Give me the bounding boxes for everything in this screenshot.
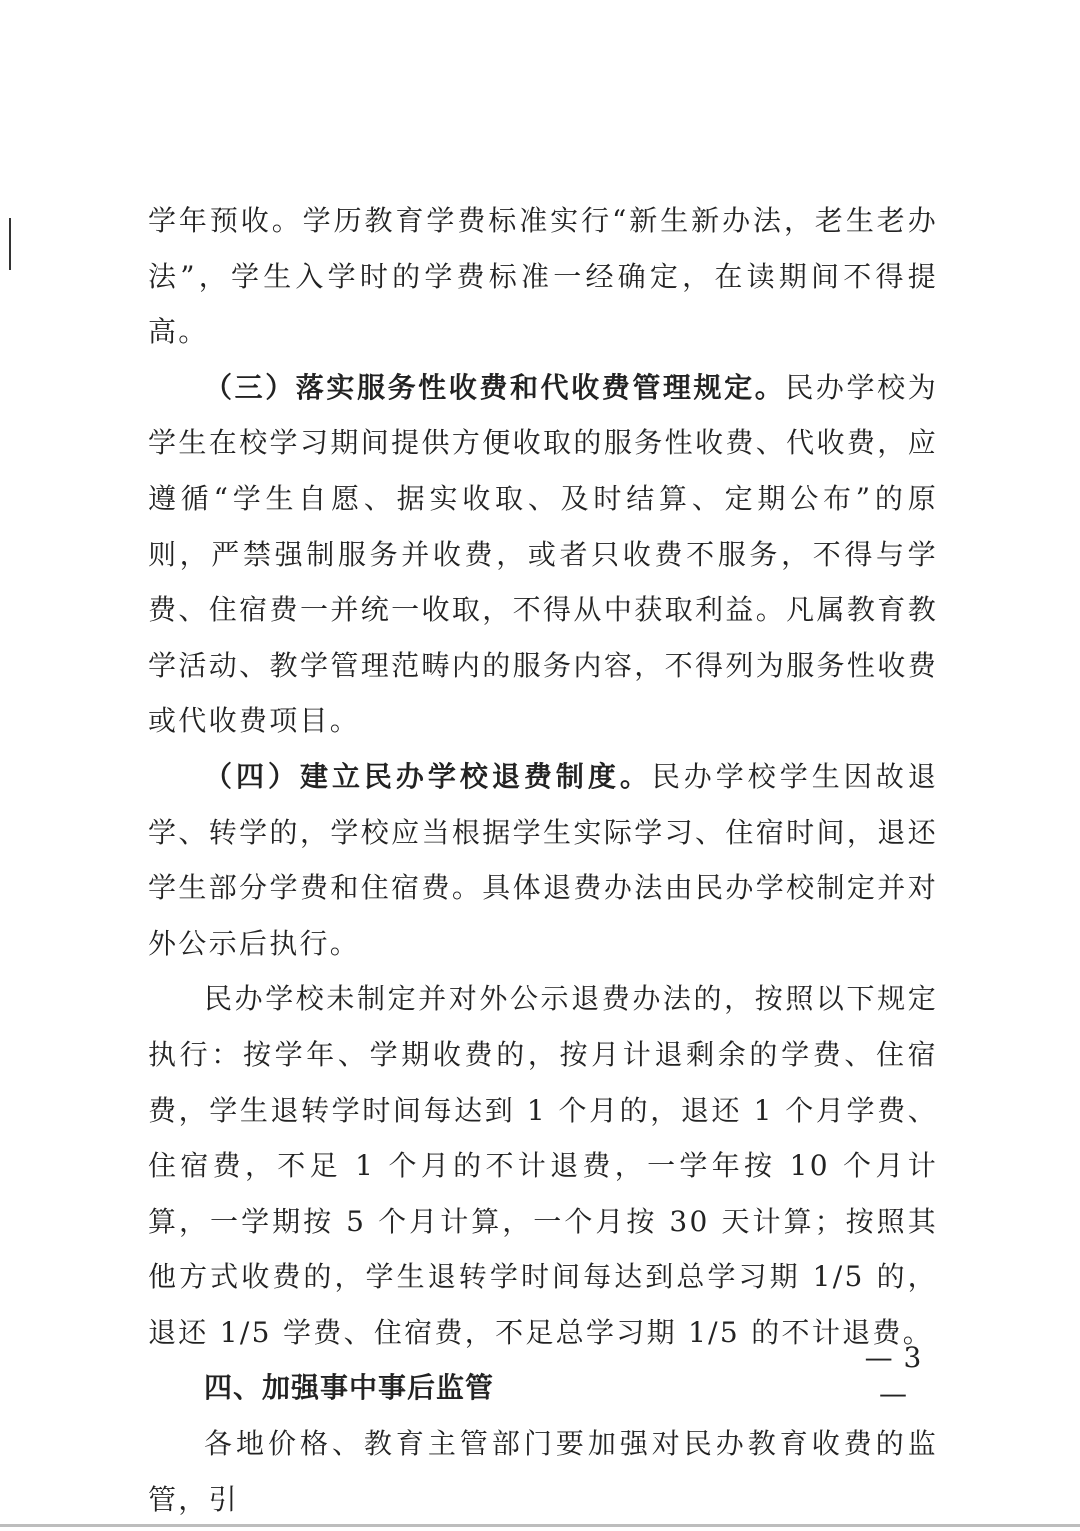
paragraph-refund-rules: 民办学校未制定并对外公示退费办法的，按照以下规定执行：按学年、学期收费的，按月计退剩余的学费、住宿费，学生退转学时间每达到 1 个月的，退还 1 个月学费、住宿费，不足 1 个月的不计退费，一学年按 10 个月计算，一学期按 5 个月计算，一个月按 30 天计算；按照其他方式收费的，学生退转学时间每达到总学习期 1/5 的，退还 1/5 学费、住宿费，不足总学习期 1/5 的不计退费。 [148, 982, 938, 1349]
paragraph-refund-system [148, 749, 938, 971]
scan-edge-mark [9, 218, 11, 270]
paragraph-continuation: 学年预收。学历教育学费标准实行“新生新办法，老生老办法”，学生入学时的学费标准一经确定，在读期间不得提高。 [148, 204, 938, 349]
paragraph-service-fees-title: （三）落实服务性收费和代收费管理规定。 [204, 370, 786, 404]
paragraph-refund-system-body: 民办学校学生因故退学、转学的，学校应当根据学生实际学习、住宿时间，退还学生部分学费和住宿费。具体退费办法由民办学校制定并对外公示后执行。 [148, 759, 939, 960]
page-number: — 3 — [864, 1341, 923, 1410]
section-heading: 四、加强事中事后监管 [204, 1371, 495, 1405]
paragraph-refund-system-title: （四）建立民办学校退费制度。 [204, 759, 652, 793]
paragraph-service-fees-body: 民办学校为学生在校学习期间提供方便收取的服务性收费、代收费，应遵循“学生自愿、据实收取、及时结算、定期公布”的原则，严禁强制服务并收费，或者只收费不服务，不得与学费、住宿费一并统一收取，不得从中获取利益。凡属教育教学活动、教学管理范畴内的服务内容，不得列为服务性收费或代收费项目。 [148, 370, 938, 738]
paragraph-service-fees [148, 360, 938, 749]
document-body [148, 193, 938, 1527]
paragraph-supervision: 各地价格、教育主管部门要加强对民办教育收费的监管，引 [148, 1427, 938, 1516]
bottom-scan-edge [0, 1524, 1080, 1527]
